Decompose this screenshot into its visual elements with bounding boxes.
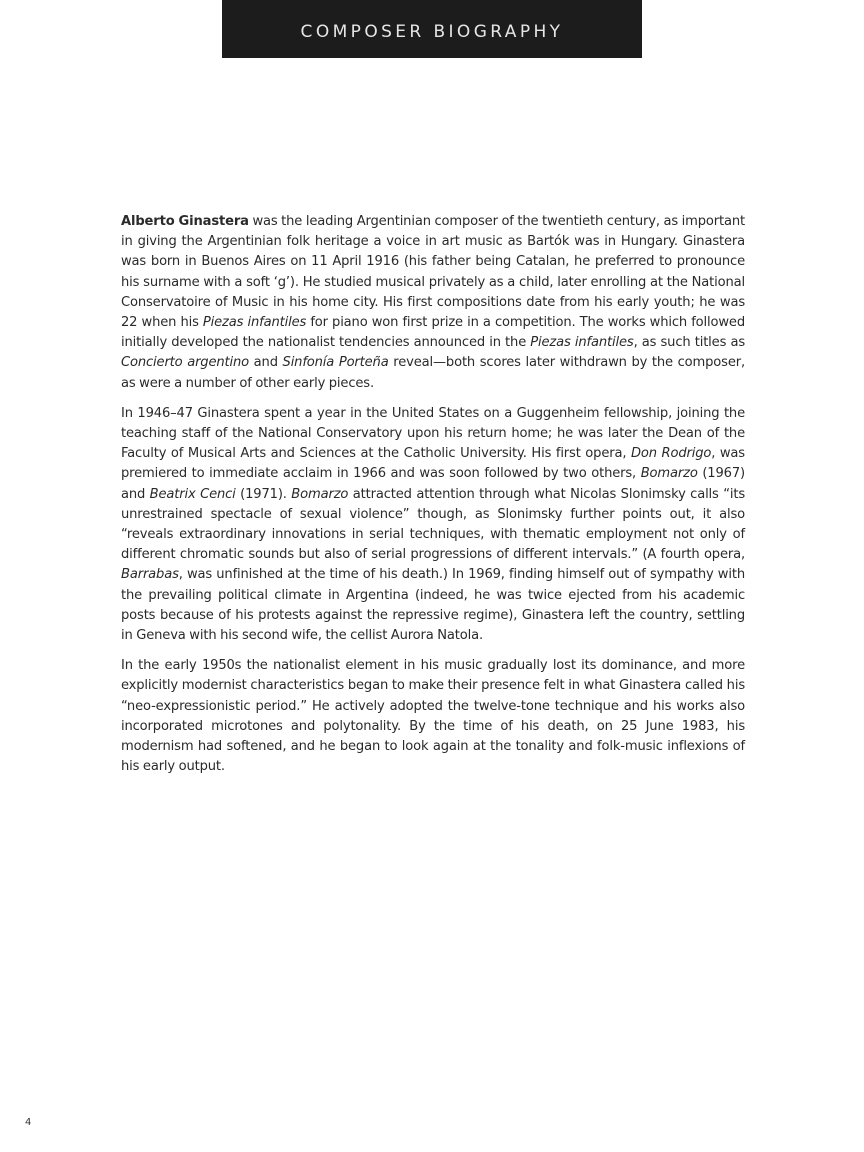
text-segment: reveal—both scores later withdrawn by the composer, as were a number of other early pieces. xyxy=(121,355,745,391)
work-title: Bomarzo xyxy=(640,466,698,482)
work-title: Barrabas xyxy=(121,567,179,583)
text-segment: attracted attention through what Nicolas Slonimsky calls “its unrestrained spectacle of sexual violence” though, as Slonimsky further points out, it also “reveals extraordinary innovations in serial techniques, with thematic employment not only of different chromatic sounds but also of serial progressions of different intervals.” (A fourth opera, xyxy=(121,486,745,563)
composer-name: Alberto Ginastera xyxy=(121,214,249,229)
text-segment: (1971). xyxy=(235,486,292,502)
text-segment: and xyxy=(249,355,283,371)
paragraph-3 xyxy=(121,656,745,777)
text-segment: for piano won first prize in a competition. The works which followed initially developed the nationalist tendencies announced in the xyxy=(121,315,745,351)
work-title: Concierto argentino xyxy=(121,355,249,371)
text-segment: In the early 1950s the nationalist element in his music gradually lost its dominance, and more explicitly modernist characteristics began to make their presence felt in what Ginastera called his “neo-expressionistic period.” He actively adopted the twelve-tone technique and his works also incorporated microtones and polytonality. By the time of his death, on 25 June 1983, his modernism had softened, and he began to look again at the tonality and folk-music inflexions of his early output. xyxy=(121,658,745,775)
section-title: COMPOSER BIOGRAPHY xyxy=(300,22,564,42)
paragraph-2 xyxy=(121,404,745,646)
work-title: Piezas infantiles xyxy=(530,335,634,351)
text-segment: , was premiered to immediate acclaim in 1966 and was soon followed by two others, xyxy=(121,446,745,482)
work-title: Beatrix Cenci xyxy=(149,486,236,502)
text-segment: , as such titles as xyxy=(633,335,745,351)
work-title: Don Rodrigo xyxy=(630,446,712,462)
paragraph-1 xyxy=(121,212,745,394)
work-title: Bomarzo xyxy=(291,486,349,502)
work-title: Piezas infantiles xyxy=(202,315,307,331)
header-band xyxy=(222,0,642,58)
text-segment: In 1946–47 Ginastera spent a year in the United States on a Guggenheim fellowship, joining the teaching staff of the National Conservatory upon his return home; he was later the Dean of the Faculty of Musical Arts and Sciences at the Catholic University. His first opera, xyxy=(121,405,745,462)
text-segment: (1967) and xyxy=(121,466,745,502)
text-segment: , was unfinished at the time of his death.) In 1969, finding himself out of sympathy with the prevailing political climate in Argentina (indeed, he was twice ejected from his academic posts because of his protests against the repressive regime), Ginastera left the country, settling in Geneva with his second wife, the cellist Aurora Natola. xyxy=(121,567,745,644)
text-segment: was the leading Argentinian composer of the twentieth century, as important in giving the Argentinian folk heritage a voice in art music as Bartók was in Hungary. Ginastera was born in Buenos Aires on 11 April 1916 (his father being Catalan, he preferred to pronounce his surname with a soft ‘g’). He studied musical privately as a child, later enrolling at the National Conservatoire of Music in his home city. His first compositions date from his early youth; he was 22 when his xyxy=(121,214,745,331)
biography-body xyxy=(121,212,745,787)
work-title: Sinfonía Porteña xyxy=(282,355,389,371)
page-number: 4 xyxy=(25,1117,32,1128)
